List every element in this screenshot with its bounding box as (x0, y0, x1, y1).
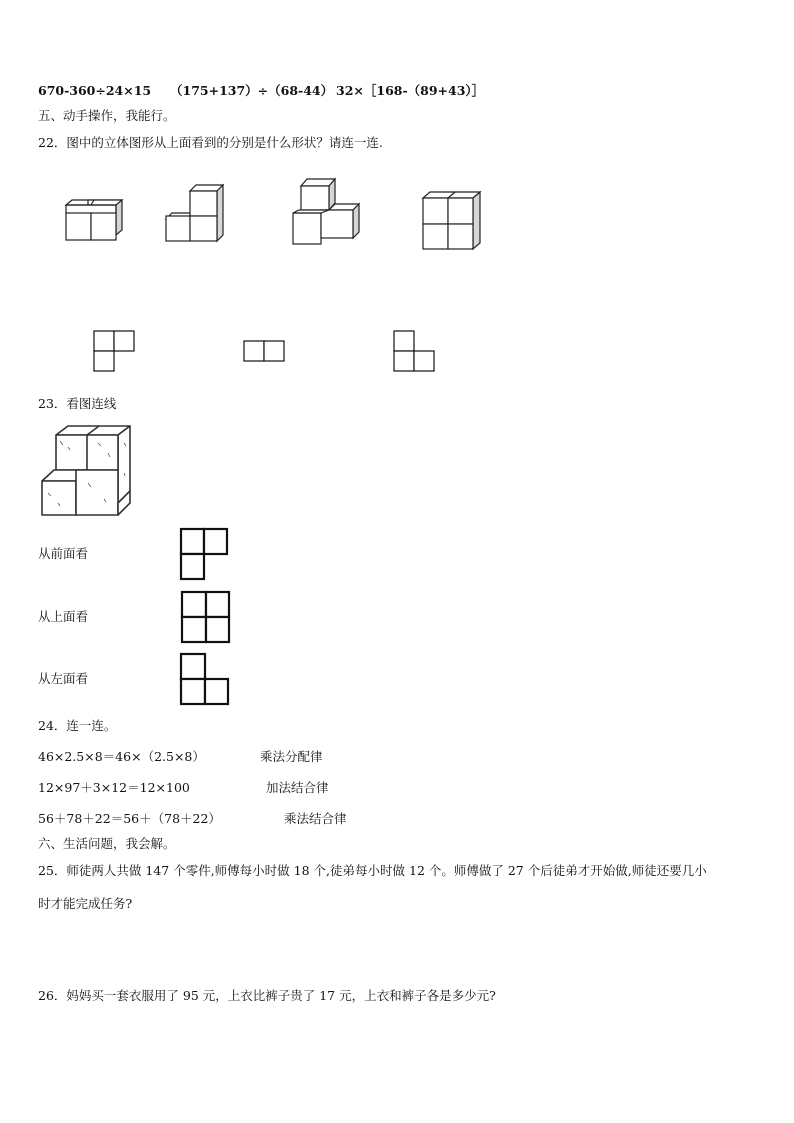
top-view-shape-1 (93, 330, 137, 372)
question-23-text: 23．看图连线 (38, 396, 117, 411)
top-view-shape-3 (393, 330, 437, 372)
sketch-solid-figure (38, 423, 133, 521)
view-shape-3 (180, 653, 232, 707)
law-label-2: 加法结合律 (266, 780, 329, 795)
question-24-text: 24．连一连。 (38, 718, 117, 733)
expression-1: 670-360÷24×15 (38, 83, 152, 98)
expression-2: （175+137）÷（68-44） (170, 83, 334, 98)
question-25-line-1: 25．师徒两人共做 147 个零件,师傅每小时做 18 个,徒弟每小时做 12 个。师傅做了 27 个后徒弟才开始做,师徒还要几小 (38, 863, 707, 878)
equation-1: 46×2.5×8＝46×（2.5×8） (38, 749, 205, 764)
law-label-3: 乘法结合律 (284, 811, 347, 826)
question-25-line-2: 时才能完成任务? (38, 896, 133, 911)
view-label-front: 从前面看 (38, 546, 89, 561)
law-label-1: 乘法分配律 (260, 749, 323, 764)
question-26-text: 26．妈妈买一套衣服用了 95 元，上衣比裤子贵了 17 元，上衣和裤子各是多少元? (38, 988, 496, 1003)
view-shape-1 (180, 528, 230, 582)
section-5-title: 五、动手操作，我能行。 (38, 108, 176, 123)
top-view-shape-2 (243, 340, 287, 362)
solid-figure-4 (418, 187, 488, 253)
equation-3: 56＋78＋22＝56＋（78＋22） (38, 811, 221, 826)
section-6-title: 六、生活问题，我会解。 (38, 836, 176, 851)
view-shape-2 (180, 590, 232, 646)
expression-3: 32×［168-（89+43）］ (336, 83, 485, 98)
view-label-left: 从左面看 (38, 671, 89, 686)
view-label-top: 从上面看 (38, 609, 89, 624)
solid-figure-1 (60, 195, 130, 245)
solid-figure-3 (285, 173, 365, 249)
solid-figure-2 (160, 180, 230, 246)
equation-2: 12×97＋3×12＝12×100 (38, 780, 190, 795)
question-22-text: 22．图中的立体图形从上面看到的分别是什么形状？请连一连. (38, 135, 383, 150)
